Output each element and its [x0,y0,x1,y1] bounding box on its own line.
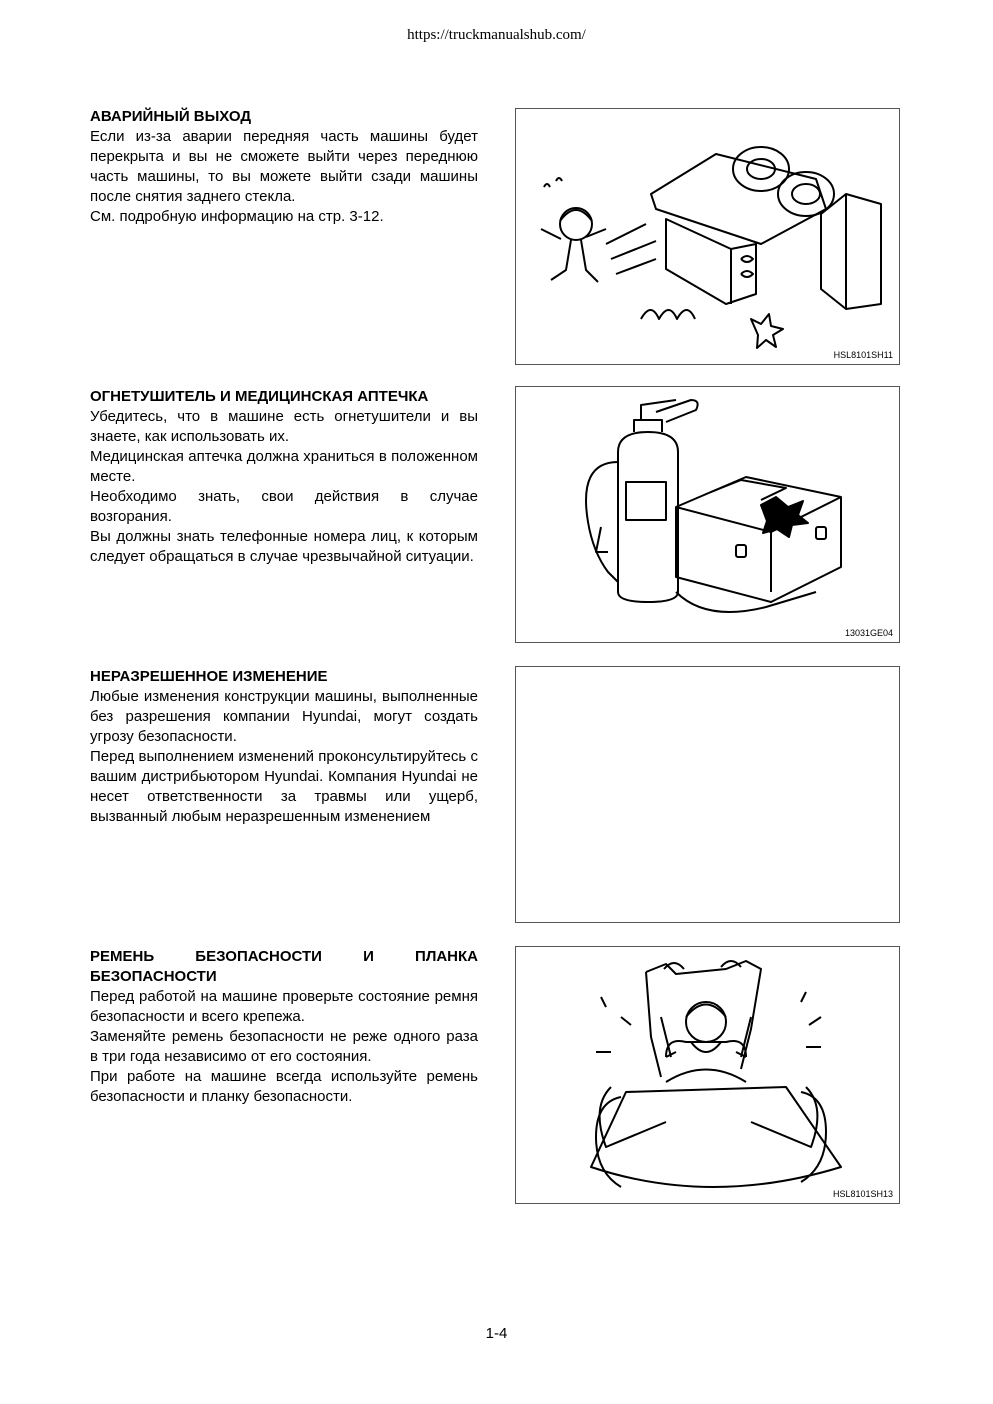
figure-empty [515,666,900,923]
section-paragraph: Вы должны знать телефонные номера лиц, к которым следует обращаться в случае чрезвычайной ситуации. [90,528,478,565]
section-unauthorized-modification [90,667,478,827]
section-paragraph: Перед выполнением изменений проконсультируйтесь с вашим дистрибьютором Hyundai. Компания Hyundai не несет ответственности за травмы или ущерб, вызванный любым неразрешенным изменением [90,748,478,825]
section-paragraph: Убедитесь, что в машине есть огнетушители и вы знаете, как использовать их. [90,408,478,445]
figure-fire-extinguisher [515,386,900,643]
page-number: 1-4 [485,1325,508,1342]
figure-code: HSL8101SH11 [833,350,893,360]
section-paragraph: Медицинская аптечка должна храниться в положенном месте. [90,448,478,485]
section-title: РЕМЕНЬ БЕЗОПАСНОСТИ И ПЛАНКА БЕЗОПАСНОСТИ [90,948,478,985]
section-emergency-exit [90,107,478,227]
source-url: https://truckmanualshub.com/ [407,27,586,43]
figure-code: 13031GE04 [844,628,893,638]
section-title: ОГНЕТУШИТЕЛЬ И МЕДИЦИНСКАЯ АПТЕЧКА [90,388,429,405]
crash-illustration [516,109,899,364]
section-paragraph: Перед работой на машине проверьте состояние ремня безопасности и всего крепежа. [90,988,478,1025]
figure-seat-belt [515,946,900,1204]
section-paragraph: При работе на машине всегда используйте ремень безопасности и планку безопасности. [90,1068,478,1105]
section-paragraph: Заменяйте ремень безопасности не реже одного раза в три года независимо от его состояния. [90,1028,478,1065]
figure-emergency-exit [515,108,900,365]
operator-in-cab-illustration [516,947,899,1203]
section-title: НЕРАЗРЕШЕННОЕ ИЗМЕНЕНИЕ [90,668,328,685]
section-paragraph: Необходимо знать, свои действия в случае возгорания. [90,488,478,525]
section-paragraph: Если из-за аварии передняя часть машины будет перекрыта и вы не сможете выйти через переднюю часть машины, то вы можете выйти сзади машины после снятия заднего стекла. [90,128,478,205]
section-seat-belt [90,947,478,1107]
section-paragraph: Любые изменения конструкции машины, выполненные без разрешения компании Hyundai, могут создать угрозу безопасности. [90,688,478,745]
extinguisher-and-first-aid-illustration [516,387,899,642]
figure-code: HSL8101SH13 [832,1189,893,1199]
section-paragraph: См. подробную информацию на стр. 3-12. [90,208,384,225]
section-title: АВАРИЙНЫЙ ВЫХОД [90,108,252,125]
section-fire-extinguisher [90,387,478,567]
